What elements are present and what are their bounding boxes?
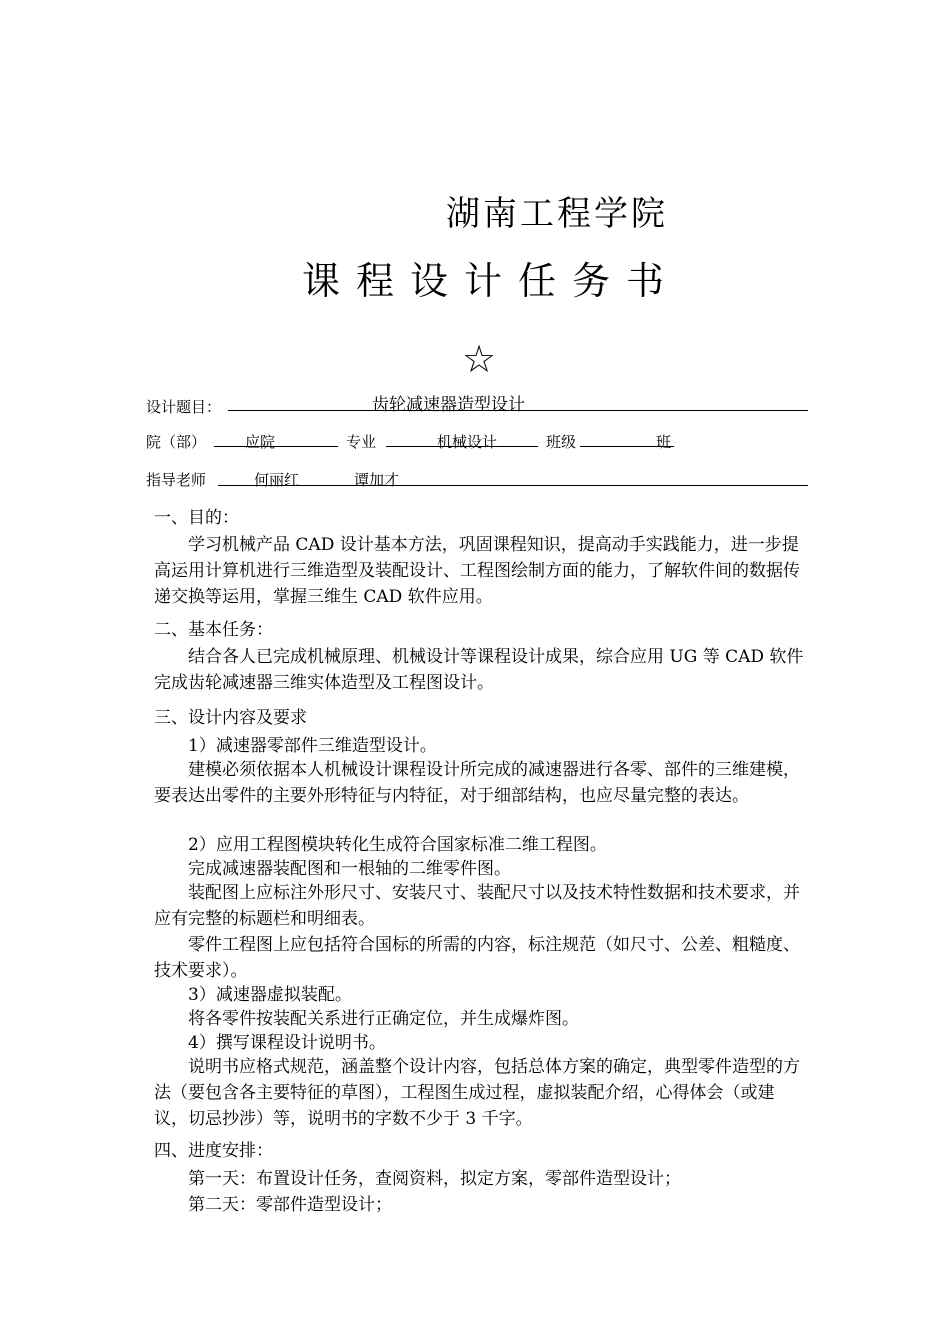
star-icon: ☆ <box>462 337 497 381</box>
college-name: 湖南工程学院 <box>446 194 668 234</box>
advisor-underline <box>218 485 808 486</box>
schedule-day-1: 第一天：布置设计任务，查阅资料，拟定方案，零部件造型设计； <box>188 1169 681 1189</box>
s3-item4-body: 说明书应格式规范，涵盖整个设计内容，包括总体方案的确定，典型零件造型的方法（要包含各主要特征的草图），工程图生成过程，虚拟装配介绍，心得体会（或建议，切忌抄涉）等，说明书的字数不少于 3 千字。 <box>154 1057 800 1129</box>
class-value: 班 <box>656 433 672 451</box>
section-2-body: 结合各人已完成机械原理、机械设计等课程设计成果，综合应用 UG 等 CAD 软件完成齿轮减速器三维实体造型及工程图设计。 <box>154 647 804 693</box>
section-1-body: 学习机械产品 CAD 设计基本方法，巩固课程知识，提高动手实践能力，进一步提高运用计算机进行三维造型及装配设计、工程图绘制方面的能力，了解软件间的数据传递交换等运用，掌握三维生 CAD 软件应用。 <box>154 535 800 607</box>
section-1-heading: 一、目的： <box>154 508 239 528</box>
s3-item2-title: 2）应用工程图模块转化生成符合国家标准二维工程图。 <box>188 835 607 855</box>
s3-item3-title: 3）减速器虚拟装配。 <box>188 985 352 1005</box>
class-label: 班级 <box>546 433 577 451</box>
s3-item2-b: 装配图上应标注外形尺寸、安装尺寸、装配尺寸以及技术特性数据和技术要求，并应有完整的标题栏和明细表。 <box>154 883 800 929</box>
s3-item3-body: 将各零件按装配关系进行正确定位，并生成爆炸图。 <box>188 1009 579 1029</box>
major-label: 专业 <box>346 433 377 451</box>
s3-item2-a: 完成减速器装配图和一根轴的二维零件图。 <box>188 859 511 879</box>
advisor-name-2: 谭加才 <box>354 471 400 489</box>
s3-item4-title: 4）撰写课程设计说明书。 <box>188 1033 386 1053</box>
document-title: 课程设计任务书 <box>302 259 681 303</box>
section-2-heading: 二、基本任务： <box>154 620 273 640</box>
s3-item2-c: 零件工程图上应包括符合国标的所需的内容，标注规范（如尺寸、公差、粗糙度、技术要求）。 <box>154 935 800 981</box>
dept-label: 院（部） <box>146 433 207 451</box>
topic-value: 齿轮减速器造型设计 <box>372 395 525 415</box>
s3-item1-title: 1）减速器零部件三维造型设计。 <box>188 736 437 756</box>
advisor-label: 指导老师 <box>146 471 207 489</box>
dept-underline <box>214 446 338 447</box>
section-4-heading: 四、进度安排： <box>154 1141 273 1161</box>
major-value: 机械设计 <box>437 433 498 451</box>
advisor-name-1: 何丽红 <box>254 471 300 489</box>
schedule-day-2: 第二天：零部件造型设计； <box>188 1195 392 1215</box>
s3-item1-body: 建模必须依据本人机械设计课程设计所完成的减速器进行各零、部件的三维建模，要表达出零件的主要外形特征与内特征，对于细部结构，也应尽量完整的表达。 <box>154 760 800 806</box>
section-3-heading: 三、设计内容及要求 <box>154 708 307 728</box>
dept-value: 应院 <box>245 433 276 451</box>
topic-label: 设计题目： <box>146 398 222 416</box>
